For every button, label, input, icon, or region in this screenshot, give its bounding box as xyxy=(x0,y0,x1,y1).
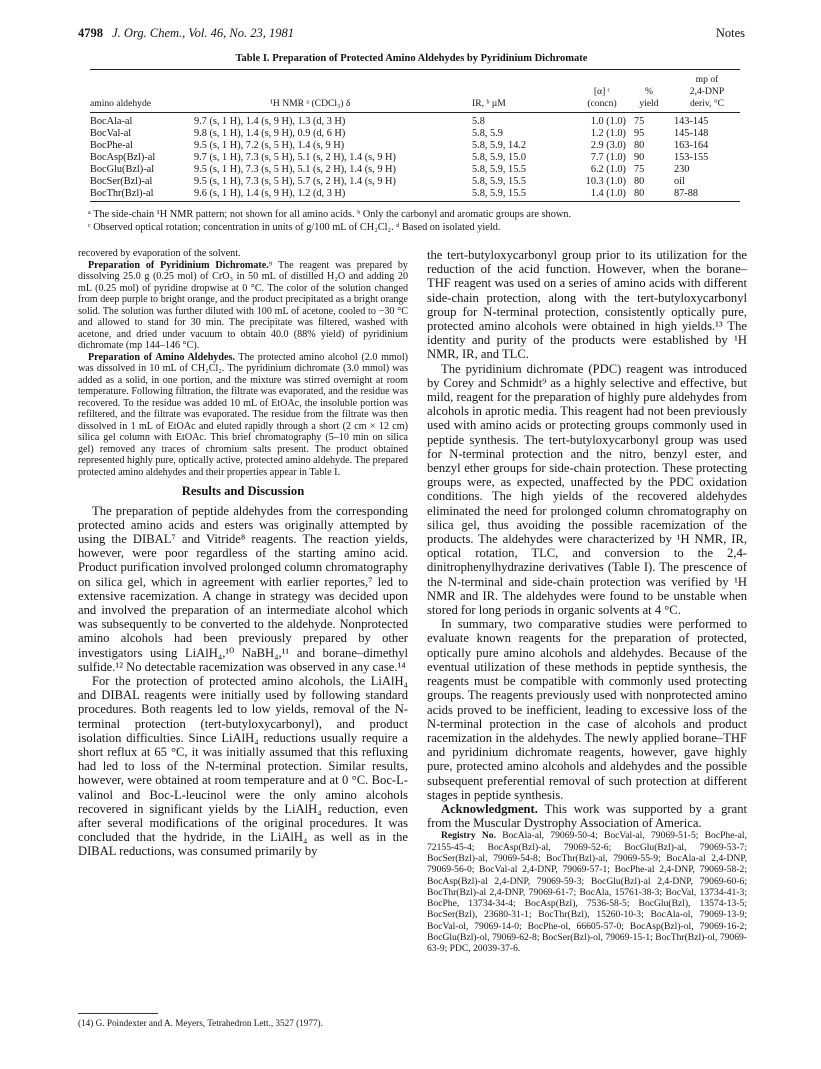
table-cell-yield: 75 xyxy=(634,116,645,127)
registry-heading: Registry No. xyxy=(441,830,496,842)
left-paragraph-2 xyxy=(78,352,408,479)
acknowledgment xyxy=(427,802,747,830)
table-cell-nmr: 9.6 (s, 1 H), 1.4 (s, 9 H), 1.2 (d, 3 H) xyxy=(194,188,346,199)
left-paragraph-4: For the protection of protected amino alcohols, the LiAlH₄ and DIBAL reagents were initially used by following standard procedures. Both reagents led to low yields, removal of the N-terminal protection (tert-butyloxycarbonyl), and product isolation difficulties. Since LiAlH₄ reductions usually require a short reflux at 65 °C, it was initially assumed that this refluxing had led to loss of the N-terminal protection. Similar results, however, were obtained at room temperature and at 0 °C. Boc-L-valinol and Boc-L-leucinol were the only amino alcohols recovered in significant yields by the LiAlH₄ reduction, even after several modifications of the original procedures. It was concluded that the hydride, in the LiAlH₄ as well as in the DIBAL reductions, was consumed primarily by xyxy=(78,673,408,859)
left-paragraph-0: recovered by evaporation of the solvent. xyxy=(78,248,241,259)
table-cell-nmr: 9.7 (s, 1 H), 7.3 (s, 5 H), 5.1 (s, 2 H), 1.4 (s, 9 H) xyxy=(194,152,396,163)
table-footnote-1: ᵃ The side-chain ¹H NMR pattern; not shown for all amino acids. ᵇ Only the carbonyl and aromatic groups are shown. xyxy=(88,209,572,220)
table-cell-name: BocVal-al xyxy=(90,128,132,139)
table-cell-name: BocThr(Bzl)-al xyxy=(90,188,154,199)
table-cell-name: BocAla-al xyxy=(90,116,133,127)
table-label: Table I. xyxy=(235,53,270,64)
table-cell-yield: 95 xyxy=(634,128,645,139)
pdc-heading: Preparation of Pyridinium Dichromate. xyxy=(88,259,269,271)
table-header-rule xyxy=(90,112,740,113)
running-header xyxy=(78,26,745,42)
registry-numbers xyxy=(427,830,747,954)
table-cell-ir: 5.8, 5.9, 15.5 xyxy=(472,176,527,187)
left-paragraph-3: The preparation of peptide aldehydes from the corresponding protected amino acids and esters was originally attempted by using the DIBAL⁷ and Vitride⁸ reagents. The reaction yields, however, were poor regardless of the starting amino acid. Product purification involved prolonged column chromatography on silica gel, which in agreement with earlier reportes,⁷ led to extensive racemization. A change in strategy was decided upon and involved the preparation of an intermediate alcohol which was subsequently to be converted to the aldehyde. Nonprotected amino alcohols had been previously prepared by other investigators using LiAlH₄,¹⁰ NaBH₄,¹¹ and borane–dimethyl sulfide.¹² No detectable racemization was observed in any case.¹⁴ xyxy=(78,503,408,674)
table-top-rule xyxy=(90,69,740,70)
table-cell-ir: 5.8, 5.9, 15.5 xyxy=(472,188,527,199)
pdc-text: ⁹ The reagent was prepared by dissolving 25.0 g (0.25 mol) of CrO₃ in 50 mL of distilled H₂O and adding 20 mL (0.25 mol) of pyridine dropwise at 0 °C. The color of the solution changed from deep purple to bright orange, and the product precipitated as a bright orange solid. The solution was further diluted with 100 mL of acetone, cooled to −30 °C and allowed to stand for 30 min. The precipitate was filtered, washed with acetone, and dried under vacuum to obtain 40.0 (88% yield) of pyridinium dichromate (mp 144–146 °C). xyxy=(78,259,408,351)
table-cell-name: BocAsp(Bzl)-al xyxy=(90,152,156,163)
table-cell-ir: 5.8, 5.9, 15.5 xyxy=(472,164,527,175)
table-cell-mp: 163-164 xyxy=(674,140,709,151)
table-cell-ir: 5.8, 5.9, 14.2 xyxy=(472,140,527,151)
ack-heading: Acknowledgment. xyxy=(441,801,538,816)
col-header-deriv: deriv, °C xyxy=(689,98,725,109)
table-cell-alpha: 7.7 (1.0) xyxy=(590,152,626,163)
table-cell-nmr: 9.5 (s, 1 H), 7.3 (s, 5 H), 5.7 (s, 2 H), 1.4 (s, 9 H) xyxy=(194,176,396,187)
table-cell-nmr: 9.7 (s, 1 H), 1.4 (s, 9 H), 1.3 (d, 3 H) xyxy=(194,116,346,127)
section-name: Notes xyxy=(715,26,745,40)
col-header-dnp: 2,4-DNP xyxy=(689,86,725,97)
left-paragraph-1 xyxy=(78,260,408,352)
journal-citation: J. Org. Chem., Vol. 46, No. 23, 1981 xyxy=(112,26,294,40)
table-cell-mp: 153-155 xyxy=(674,152,709,163)
page-number: 4798 xyxy=(78,26,103,40)
footnote-rule xyxy=(78,1013,158,1014)
table-cell-yield: 75 xyxy=(634,164,645,175)
table-footnote-2: ᶜ Observed optical rotation; concentration in units of g/100 mL of CH₂Cl₂. ᵈ Based on isolated yield. xyxy=(88,222,501,233)
table-cell-ir: 5.8 xyxy=(472,116,485,127)
table-cell-name: BocPhe-al xyxy=(90,140,133,151)
col-header-ir: IR, ᵇ µM xyxy=(472,98,506,109)
table-title: Preparation of Protected Amino Aldehydes by Pyridinium Dichromate xyxy=(272,53,588,64)
section-heading: Results and Discussion xyxy=(181,484,305,498)
table-cell-alpha: 1.2 (1.0) xyxy=(590,128,626,139)
table-cell-alpha: 10.3 (1.0) xyxy=(585,176,626,187)
table-cell-mp: 230 xyxy=(674,164,690,175)
right-column xyxy=(427,248,747,955)
col-header-mp: mp of xyxy=(695,74,719,85)
aldehyde-text: The protected amino alcohol (2.0 mmol) was dissolved in 10 mL of CH₂Cl₂. The pyridinium dichromate (3.0 mmol) was added as a solid, in one portion, and the mixture was stirred overnight at room temperature. Following filtration, the filtrate was evaporated, and the residue was recovered. To the residue was added 10 mL of EtOAc, the insoluble portion was refiltered, and the filtrate was evaporated. The residue from the filtrate was then dissolved in 1 mL of EtOAc and eluted rapidly through a short (2 cm × 12 cm) silica gel column with EtOAc. This brief chromatography (5–10 min on silica gel) removed any traces of chromium salts present. The product obtained represented highly pure, optically active, protected amino aldehyde. The prepared protected amino aldehydes and their properties appear in Table I. xyxy=(78,351,408,478)
table-cell-alpha: 2.9 (3.0) xyxy=(590,140,626,151)
table-cell-alpha: 1.4 (1.0) xyxy=(590,188,626,199)
left-column xyxy=(78,248,408,859)
right-paragraph-3: In summary, two comparative studies were performed to evaluate known reagents for the preparation of protected, optically pure amino alcohols and aldehydes. Because of the eventual utilization of these methods in peptide synthesis, the reagents must be compatible with commonly used protecting groups. The reagents previously used with nonprotected amino acids proved to be inefficient, leading to excessive loss of the N-terminal protection in the case of alcohols and product racemization in the aldehydes. The newly applied borane–THF and pyridinium dichromate reagents, however, gave highly pure, protected amino alcohols and aldehydes and the possible subsequent preferential removal of such protection at different stages in peptide synthesis. xyxy=(427,617,747,802)
header-left xyxy=(78,26,294,41)
col-header-concn: (concn) xyxy=(587,98,617,109)
table-cell-ir: 5.8, 5.9 xyxy=(472,128,503,139)
table-cell-name: BocSer(Bzl)-al xyxy=(90,176,153,187)
table-cell-mp: oil xyxy=(674,176,685,187)
table-cell-nmr: 9.5 (s, 1 H), 7.2 (s, 5 H), 1.4 (s, 9 H) xyxy=(194,140,345,151)
aldehyde-heading: Preparation of Amino Aldehydes. xyxy=(88,351,235,363)
table-cell-ir: 5.8, 5.9, 15.0 xyxy=(472,152,527,163)
table-cell-alpha: 6.2 (1.0) xyxy=(590,164,626,175)
ack-text: This work was supported by a grant from the Muscular Dystrophy Association of America. xyxy=(427,801,747,831)
table-bottom-rule xyxy=(90,201,740,202)
table-cell-alpha: 1.0 (1.0) xyxy=(590,116,626,127)
left-body xyxy=(78,504,408,859)
col-header-nmr: ¹H NMR ᵃ (CDCl₃) δ xyxy=(270,98,351,109)
table-cell-yield: 80 xyxy=(634,176,645,187)
table-caption xyxy=(78,53,745,64)
table-cell-yield: 80 xyxy=(634,140,645,151)
registry-text: BocAla-al, 79069-50-4; BocVal-al, 79069-51-5; BocPhe-al, 72155-45-4; BocAsp(Bzl)-al, 79069-52-6; BocGlu(Bzl)-al, 79069-53-7; BocSer(Bzl)-al, 79069-54-8; BocThr(Bzl)-al, 79069-55-9; BocAla-al 2,4-DNP, 79069-56-0; BocVal-al 2,4-DNP, 79069-57-1; BocPhe-al 2,4-DNP, 79069-58-2; BocAsp(Bzl)-al 2,4-DNP, 79069-59-3; BocGlu(Bzl)-al 2,4-DNP, 79069-60-6; BocThr(Bzl)-al 2,4-DNP, 79069-61-7; BocAla, 15761-38-3; BocVal, 13734-41-3; BocPhe, 13734-34-4; BocAsp(Bzl), 7536-58-5; BocGlu(Bzl), 13574-13-5; BocSer(Bzl), 23680-31-1; BocThr(Bzl), 15260-10-3; BocAla-ol, 79069-13-9; BocVal-ol, 79069-14-0; BocPhe-ol, 66605-57-0; BocAsp(Bzl)-ol, 79069-16-2; BocGlu(Bzl)-ol, 79069-62-8; BocSer(Bzl)-ol, 79069-15-1; BocThr(Bzl)-ol, 79069-63-9; PDC, 20039-37-6. xyxy=(427,830,748,955)
table-cell-nmr: 9.8 (s, 1 H), 1.4 (s, 9 H), 0.9 (d, 6 H) xyxy=(194,128,346,139)
right-paragraph-2: The pyridinium dichromate (PDC) reagent was introduced by Corey and Schmidt⁹ as a highly selective and effective, but mild, reagent for the preparation of highly pure aldehydes from alcohols in aprotic media. This reagent had not been previously used with amino acids or protecting groups commonly used in peptide synthesis. The tert-butyloxycarbonyl group was used for N-terminal protection and the nitro, benzyl ester, and benzyl ether groups for side-chain protection. These protecting groups were, as expected, unaffected by the PDC oxidation conditions. The high yields of the recovered aldehydes eliminated the need for prolonged column chromatography on silica gel, thus avoiding the possible racemization of the products. The aldehydes were characterized by ¹H NMR, IR, optical rotation, TLC, and conversion to the 2,4-dinitrophenylhydrazine derivatives (Table I). The prescence of the N-terminal and side-chain protection was verified by ¹H NMR and IR. The aldehydes were found to be unstable when stored for long periods in organic solvents at 4 °C. xyxy=(427,361,747,618)
table-cell-mp: 143-145 xyxy=(674,116,709,127)
table-cell-nmr: 9.5 (s, 1 H), 7.3 (s, 5 H), 5.1 (s, 2 H), 1.4 (s, 9 H) xyxy=(194,164,396,175)
col-header-alpha: [α] ᶜ xyxy=(593,86,611,97)
table-cell-yield: 80 xyxy=(634,188,645,199)
table-cell-mp: 145-148 xyxy=(674,128,709,139)
reference-14: (14) G. Poindexter and A. Meyers, Tetrahedron Lett., 3527 (1977). xyxy=(78,1018,323,1028)
col-header-yield: yield xyxy=(639,98,659,109)
table-cell-yield: 90 xyxy=(634,152,645,163)
right-paragraph-1: the tert-butyloxycarbonyl group prior to its utilization for the reduction of the acid function. However, when the borane–THF reagent was used on a series of amino acids with different side-chain protection, along with the tert-butyloxycarbonyl group for N-terminal protection, consistently optically pure, protected amino alcohols were obtained in high yields.¹³ The identity and purity of the products were established by ¹H NMR, IR, and TLC. xyxy=(427,248,747,362)
col-header-amino: amino aldehyde xyxy=(90,98,152,109)
col-header-percent: % xyxy=(645,86,653,97)
table-cell-name: BocGlu(Bzl)-al xyxy=(90,164,155,175)
table-cell-mp: 87-88 xyxy=(674,188,699,199)
